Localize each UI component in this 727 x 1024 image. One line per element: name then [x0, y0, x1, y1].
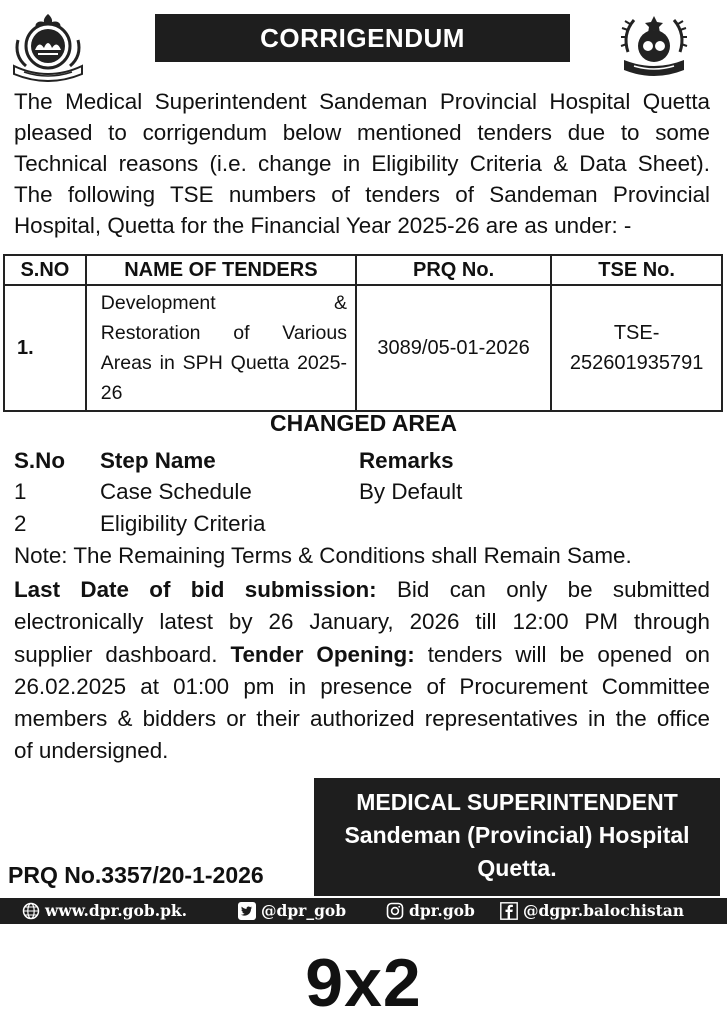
instagram-icon — [386, 902, 404, 920]
bid-details-paragraph — [14, 574, 710, 768]
last-date-label: Last Date of bid submission: — [14, 577, 377, 602]
table-row — [4, 285, 722, 411]
facebook-icon — [500, 902, 518, 920]
details-line: of undersigned. — [14, 738, 169, 764]
changed-header-sno: S.No — [14, 448, 66, 473]
facebook-handle: @dgpr.balochistan — [523, 901, 685, 920]
details-line — [14, 574, 710, 606]
details-line: electronically latest by 26 January, 2026 till 12:00 PM through — [14, 609, 710, 635]
website-text: www.dpr.gob.pk. — [45, 901, 188, 920]
intro-line: Hospital, Quetta for the Financial Year 2025-26 are as under: - — [14, 213, 632, 238]
tender-name-line: Areas in SPH Quetta 2025- — [100, 352, 347, 374]
changed-step: Case Schedule — [100, 479, 252, 504]
details-text: Bid can only be submitted — [376, 577, 710, 602]
header-name-of-tenders: NAME OF TENDERS — [86, 255, 356, 285]
signature-title: MEDICAL SUPERINTENDENT — [356, 789, 678, 815]
cell-sno: 1. — [4, 285, 86, 411]
changed-area-title: CHANGED AREA — [270, 410, 457, 436]
twitter-icon — [238, 902, 256, 920]
corrigendum-title: CORRIGENDUM — [155, 14, 570, 62]
tse-line: 252601935791 — [569, 352, 704, 374]
details-text: supplier dashboard. — [14, 641, 231, 667]
footer-website[interactable] — [22, 901, 187, 920]
signature-city: Quetta. — [477, 855, 557, 881]
ad-size-label: 9x2 — [305, 945, 422, 1021]
tender-name-line: 26 — [100, 382, 123, 404]
tenders-table — [3, 254, 723, 412]
changed-remarks: By Default — [359, 479, 463, 504]
details-line: members & bidders or their authorized representatives in the office — [14, 706, 710, 732]
header-sno: S.NO — [4, 255, 86, 285]
cell-tse — [551, 285, 722, 411]
signature-hospital: Sandeman (Provincial) Hospital — [344, 822, 690, 848]
globe-icon — [22, 902, 40, 920]
changed-header-step: Step Name — [100, 448, 216, 473]
header-prq-no: PRQ No. — [356, 255, 551, 285]
intro-paragraph — [14, 86, 710, 241]
signature-block — [314, 778, 720, 896]
note-text: Note: The Remaining Terms & Conditions shall Remain Same. — [14, 543, 632, 568]
tender-opening-label: Tender Opening: — [230, 641, 415, 667]
changed-step: Eligibility Criteria — [100, 511, 266, 536]
table-header-row — [4, 255, 722, 285]
government-emblem-left — [8, 10, 88, 82]
twitter-handle: @dpr_gob — [261, 901, 347, 920]
prq-number: PRQ No.3357/20-1-2026 — [8, 862, 264, 888]
details-line: 26.02.2025 at 01:00 pm in presence of Procurement Committee — [14, 673, 710, 699]
intro-line: The following TSE numbers of tenders of Sandeman Provincial — [14, 182, 710, 207]
instagram-handle: dpr.gob — [409, 901, 475, 920]
details-text: tenders will be opened on — [414, 641, 710, 667]
changed-header-remarks: Remarks — [359, 448, 454, 473]
header-tse-no: TSE No. — [551, 255, 722, 285]
intro-line: The Medical Superintendent Sandeman Provincial Hospital Quetta — [14, 89, 710, 114]
intro-line: Technical reasons (i.e. change in Eligibility Criteria & Data Sheet). — [14, 151, 710, 176]
government-emblem-right — [614, 10, 694, 82]
dpr-footer-bar — [0, 898, 727, 924]
cell-tender-name — [86, 285, 356, 411]
changed-sno: 2 — [14, 511, 27, 536]
footer-twitter[interactable] — [238, 901, 346, 920]
tender-name-line: Development & — [100, 292, 347, 314]
changed-sno: 1 — [14, 479, 27, 504]
cell-prq: 3089/05-01-2026 — [356, 285, 551, 411]
tender-name-line: Restoration of Various — [100, 322, 347, 344]
footer-instagram[interactable] — [386, 901, 475, 920]
details-line — [14, 639, 710, 671]
footer-facebook[interactable] — [500, 901, 684, 920]
tse-line: TSE- — [613, 322, 660, 344]
intro-line: pleased to corrigendum below mentioned tenders due to some — [14, 120, 710, 145]
